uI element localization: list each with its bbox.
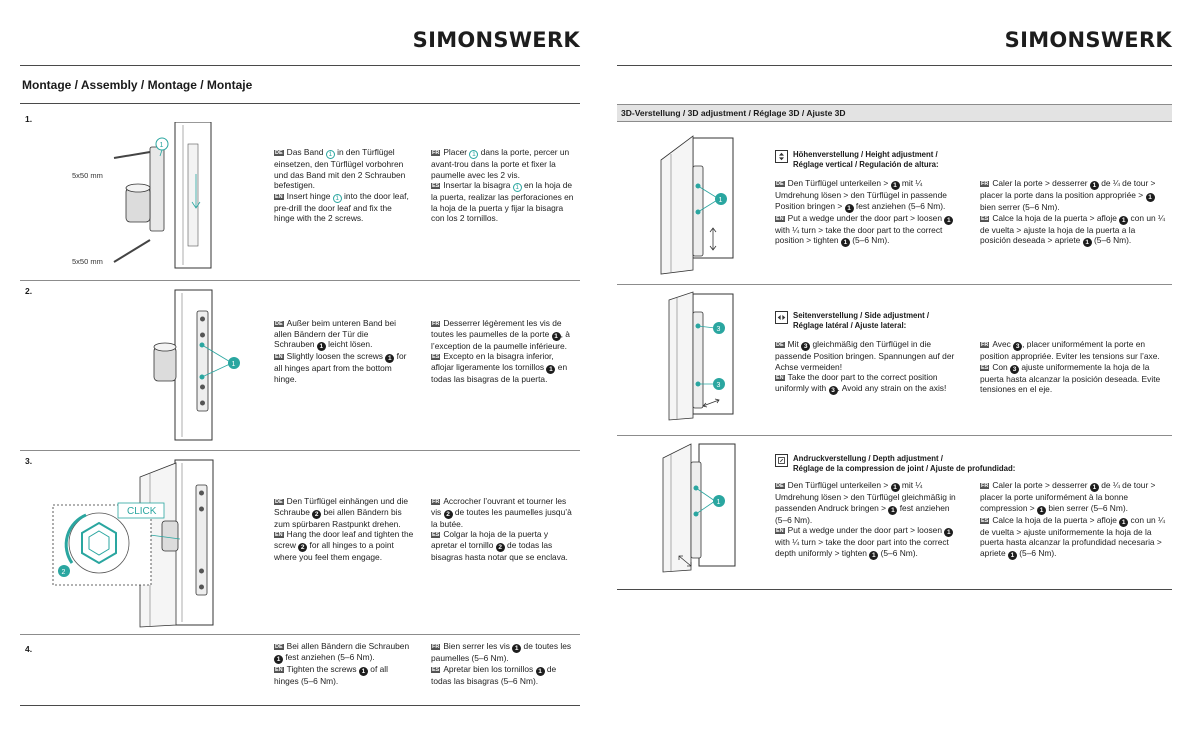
adjust-text-fr-es: FR Avec 3 , placer uniformément la porte en position appropriée. Eviter les tensions sur l’axe. ES Con 3 ajuste uniformemente la hoja de la puerta hasta alcanzar la posición deseada. Evite tensiones en el eje. <box>980 339 1161 395</box>
step-number: 1. <box>25 114 33 124</box>
heading-line: Réglage vertical / Regulación de altura: <box>793 159 939 169</box>
step-text-fr-es: FR Accrocher l’ouvrant et tourner les vis 2 de toutes les paumelles jusqu’à la butée. ES Colgar la hoja de la puerta y apretar el tornillo 2 de todas las bisagras hasta notar que se enclava. <box>431 496 572 562</box>
divider <box>617 284 1172 285</box>
heading-line: Höhenverstellung / Height adjustment / <box>793 150 938 159</box>
left-page <box>20 0 580 742</box>
depth-adjust-heading <box>775 454 1015 473</box>
heading-line: Seitenverstellung / Side adjustment / <box>793 311 930 320</box>
vertical-adjust-icon <box>775 150 788 163</box>
adjust-text-fr-es: FR Caler la porte > desserrer 1 de ¼ de tour > placer la porte dans la position appropriée > 1 bien serrer (5–6 Nm). ES Calce la hoja de la puerta > afloje 1 con un ¼ de vuelta > ajuste la hoja de la puerta a la posición deseada > apriete 1 (5–6 Nm). <box>980 178 1166 247</box>
svg-text:2: 2 <box>61 569 66 576</box>
adjust-text-de-en: DE Den Türflügel unterkeilen > 1 mit ¼ Umdrehung lösen > den Türflügel in passende Position bringen > 1 fest anziehen (5–6 Nm). EN Put a wedge under the door part > loosen 1 with ¼ turn > take the door part to the correct position > tighten 1 (5–6 Nm). <box>775 178 959 247</box>
side-adjust-heading <box>775 311 929 330</box>
assembly-title: Montage / Assembly / Montage / Montaje <box>22 78 253 92</box>
svg-text:3: 3 <box>716 326 721 333</box>
divider <box>617 65 1172 66</box>
heading-line: Réglage latéral / Ajuste lateral: <box>793 320 907 330</box>
adjust-text-de-en: DE Mit 3 gleichmäßig den Türflügel in die passende Position bringen. Spannungen auf der Achse vermeiden! EN Take the door part to the correct position uniformly with 3 . Avoid any strain on the axis! <box>775 339 955 394</box>
adjust-text-fr-es: FR Caler la porte > desserrer 1 de ¼ de tour > placer la porte uniformément à la bonne compression > 1 bien serrer (5–6 Nm). ES Calce la hoja de la puerta > afloje 1 con un ¼ de vuelta > ajuste uniformemente la hoja de la puerta hasta alcanzar la profundidad necesaria > apriete 1 (5–6 Nm). <box>980 480 1166 559</box>
step-number: 2. <box>25 286 33 296</box>
divider <box>617 589 1172 590</box>
divider <box>20 450 580 451</box>
step-text-fr-es: FR Placer 1 dans la porte, percer un avant-trou dans la porte et fixer la paumelle avec les 2 vis. ES Insertar la bisagra 1 en la hoja de la puerta, realizar las perforaciones en la hoja de la puerta y fijar la bisagra con los 2 tornillos. <box>431 147 574 224</box>
svg-text:1: 1 <box>231 361 236 368</box>
right-page <box>617 0 1172 742</box>
side-adjust-drawing <box>657 290 747 425</box>
step-number: 4. <box>25 644 33 654</box>
heading-line: Réglage de la compression de joint / Ajuste de profundidad: <box>793 463 1016 473</box>
step-text-de-en: DE Den Türflügel einhängen und die Schraube 2 bei allen Bändern bis zum spürbaren Rastpunkt drehen. EN Hang the door leaf and tighten the screw 2 for all hinges to a point where you feel them engage. <box>274 496 414 562</box>
divider <box>617 435 1172 436</box>
divider <box>20 634 580 635</box>
hinge-drawing <box>50 455 240 630</box>
heading-line: Andruckverstellung / Depth adjustment / <box>793 454 943 463</box>
divider <box>20 280 580 281</box>
svg-text:1: 1 <box>716 499 721 506</box>
brand-logo: SIMONSWERK <box>412 28 580 52</box>
svg-text:1: 1 <box>159 142 164 149</box>
adjustment-title-bar: 3D-Verstellung / 3D adjustment / Réglage 3D / Ajuste 3D <box>617 104 1172 122</box>
brand-logo: SIMONSWERK <box>1004 28 1172 52</box>
divider <box>20 65 580 66</box>
step-text-de-en: DE Außer beim unteren Band bei allen Bändern der Tür die Schrauben 1 leicht lösen. EN Slightly loosen the screws 1 for all hinges apart from the bottom hinge. <box>274 318 407 384</box>
divider <box>20 705 580 706</box>
adjust-text-de-en: DE Den Türflügel unterkeilen > 1 mit ¼ Umdrehung lösen > den Türflügel gleichmäßig in passenden Andruck bringen > 1 fest anziehen (5–6 Nm). EN Put a wedge under the door part > loosen 1 with ¼ turn > take the door part into the correct depth uniformly > tighten 1 (5–6 Nm). <box>775 480 956 559</box>
height-adjust-drawing <box>657 130 747 275</box>
step-text-de-en: DE Bei allen Bändern die Schrauben 1 fest anziehen (5–6 Nm). EN Tighten the screws 1 of all hinges (5–6 Nm). <box>274 641 410 686</box>
svg-text:3: 3 <box>716 382 721 389</box>
hinge-drawing <box>150 285 250 445</box>
step-number: 3. <box>25 456 33 466</box>
click-label: CLICK <box>127 506 157 517</box>
screw-dimension-label: 5x50 mm <box>72 171 103 180</box>
divider <box>20 103 580 104</box>
step-text-fr-es: FR Bien serrer les vis 1 de toutes les paumelles (5–6 Nm). ES Apretar bien los tornillos 1 de todas las bisagras (5–6 Nm). <box>431 641 572 686</box>
step-text-de-en: DE Das Band 1 in den Türflügel einsetzen, den Türflügel vorbohren und das Band mit den 2 Schrauben befestigen. EN Insert hinge 1 into the door leaf, pre-drill the door leaf and fix the hinge with the 2 screws. <box>274 147 409 224</box>
height-adjust-heading <box>775 150 939 169</box>
hinge-drawing <box>108 122 233 272</box>
depth-adjust-icon <box>775 454 788 467</box>
screw-dimension-label: 5x50 mm <box>72 257 103 266</box>
svg-text:1: 1 <box>718 197 723 204</box>
step-text-fr-es: FR Desserrer légèrement les vis de toutes les paumelles de la porte 1 , à l’exception de la paumelle inférieure. ES Excepto en la bisagra inferior, aflojar ligeramente los tornillos 1 en todas las bisagras de la puerta. <box>431 318 570 384</box>
side-adjust-icon <box>775 311 788 324</box>
depth-adjust-drawing <box>657 440 747 575</box>
